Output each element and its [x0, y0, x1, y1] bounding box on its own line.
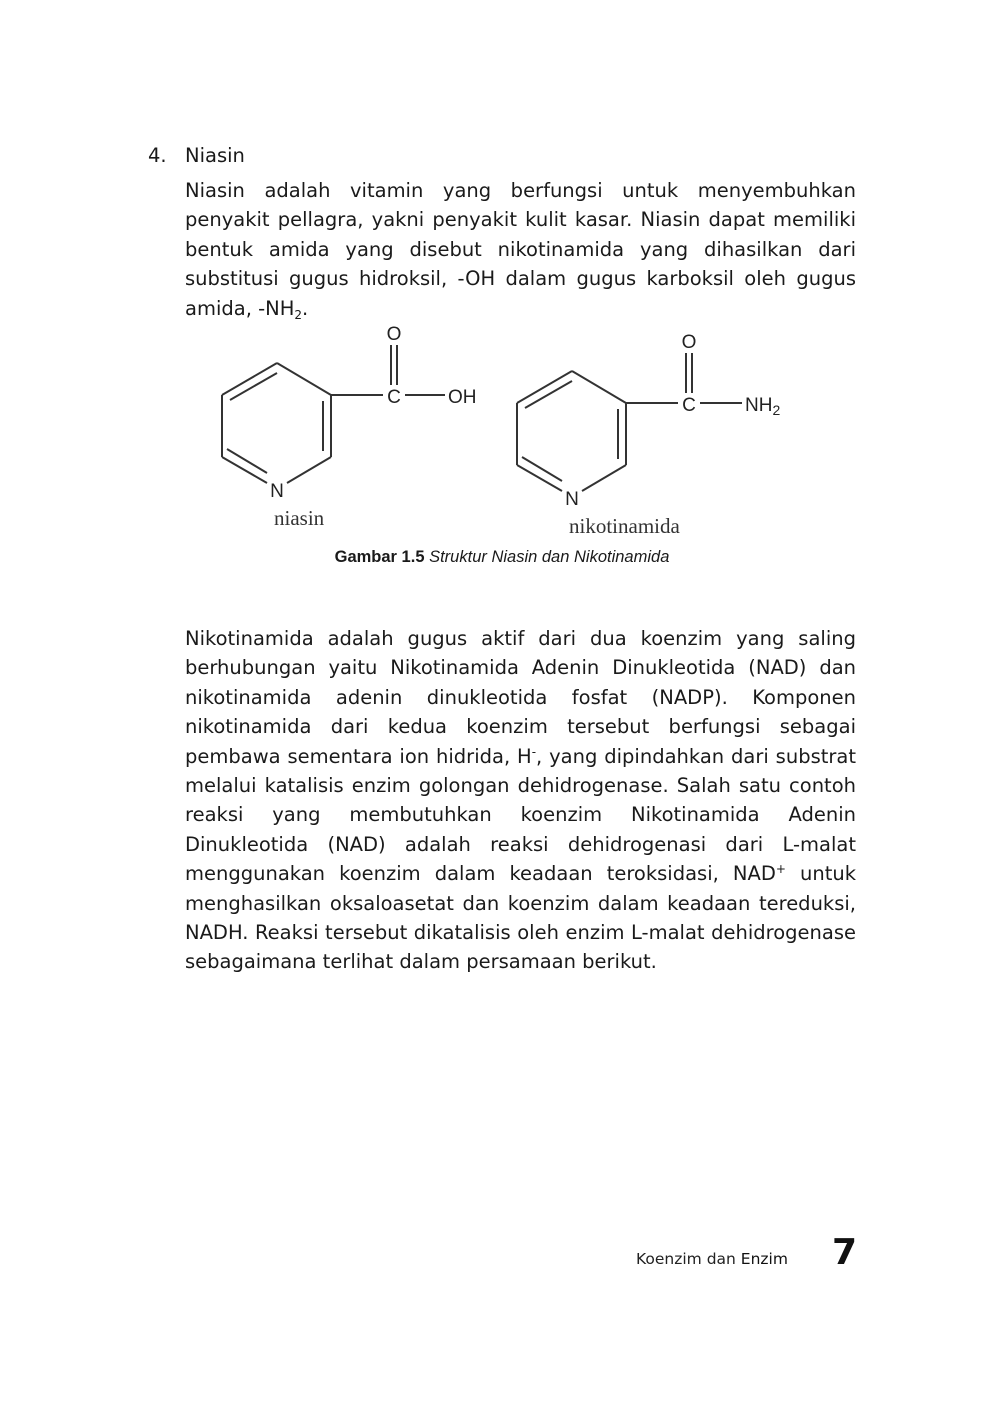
- nikotinamida-label: nikotinamida: [569, 514, 680, 538]
- paragraph-nikotinamida: [185, 624, 856, 977]
- atom-nh-subscript: 2: [772, 402, 781, 418]
- paragraph-text: , yang dipindahkan dari substrat melalui katalisis enzim golongan dehidrogenase. Salah satu contoh reaksi yang membutuhkan koenzim Nikotinamida Adenin Dinukleotida (NAD) adalah reaksi dehidrogenasi dari L-malat menggunakan koenzim dalam keadaan teroksidasi, NAD: [185, 744, 856, 886]
- niasin-structure: [222, 345, 445, 483]
- atom-nh-text: NH: [745, 395, 773, 416]
- atom-c: C: [682, 395, 696, 416]
- ring-bond: [287, 457, 331, 483]
- section-number: 4.: [148, 144, 167, 167]
- structure-figure: [205, 315, 805, 545]
- atom-oh: OH: [448, 387, 477, 408]
- paragraph-text: Niasin adalah vitamin yang berfungsi untuk menyembuhkan penyakit pellagra, yakni penyakit kulit kasar. Niasin dapat memiliki bentuk amida yang disebut nikotinamida yang dihasilkan dari substitusi gugus hidroksil, -OH dalam gugus karboksil oleh gugus amida, -NH: [185, 179, 856, 320]
- section-heading: [148, 142, 245, 170]
- section-title: Niasin: [185, 144, 245, 167]
- atom-o: O: [681, 332, 697, 353]
- niasin-label: niasin: [274, 506, 325, 530]
- ring-bond-inner: [227, 449, 267, 473]
- paragraph-text: untuk menghasilkan oksaloasetat dan koenzim dalam keadaan tereduksi, NADH. Reaksi tersebut dikatalisis oleh enzim L-malat dehidrogenase sebagaimana terlihat dalam persamaan berikut.: [185, 862, 856, 974]
- figure-caption: [0, 548, 1004, 567]
- ring-bond: [222, 363, 277, 395]
- running-footer: [636, 1250, 788, 1268]
- footer-text-bold: Enzim: [740, 1250, 788, 1268]
- nikotinamida-structure: [517, 353, 742, 491]
- footer-text: Koenzim dan: [636, 1250, 741, 1268]
- caption-text: Struktur Niasin dan Nikotinamida: [429, 548, 670, 566]
- atom-o: O: [386, 324, 402, 345]
- ring-bond: [582, 465, 626, 491]
- subscript: 2: [294, 307, 303, 322]
- page-number: 7: [832, 1232, 858, 1273]
- paragraph-niasin: [185, 176, 856, 323]
- atom-n: N: [565, 489, 579, 510]
- atom-nh: [745, 395, 780, 418]
- ring-bond: [277, 363, 331, 395]
- atom-n: N: [270, 481, 284, 502]
- ring-bond: [517, 371, 572, 403]
- ring-bond-inner: [522, 457, 562, 481]
- ring-bond: [572, 371, 626, 403]
- superscript: -: [531, 744, 537, 759]
- atom-c: C: [387, 387, 401, 408]
- paragraph-end: .: [302, 296, 309, 320]
- paragraph-text: Nikotinamida adalah gugus aktif dari dua koenzim yang saling berhubungan yaitu Nikotinamida Adenin Dinukleotida (NAD) dan nikotinamida adenin dinukleotida fosfat (NADP). Komponen nikotinamida dari kedua koenzim tersebut berfungsi sebagai pembawa sementara ion hidrida, H: [185, 627, 856, 768]
- superscript: +: [775, 862, 786, 877]
- caption-number: Gambar 1.5: [334, 548, 425, 566]
